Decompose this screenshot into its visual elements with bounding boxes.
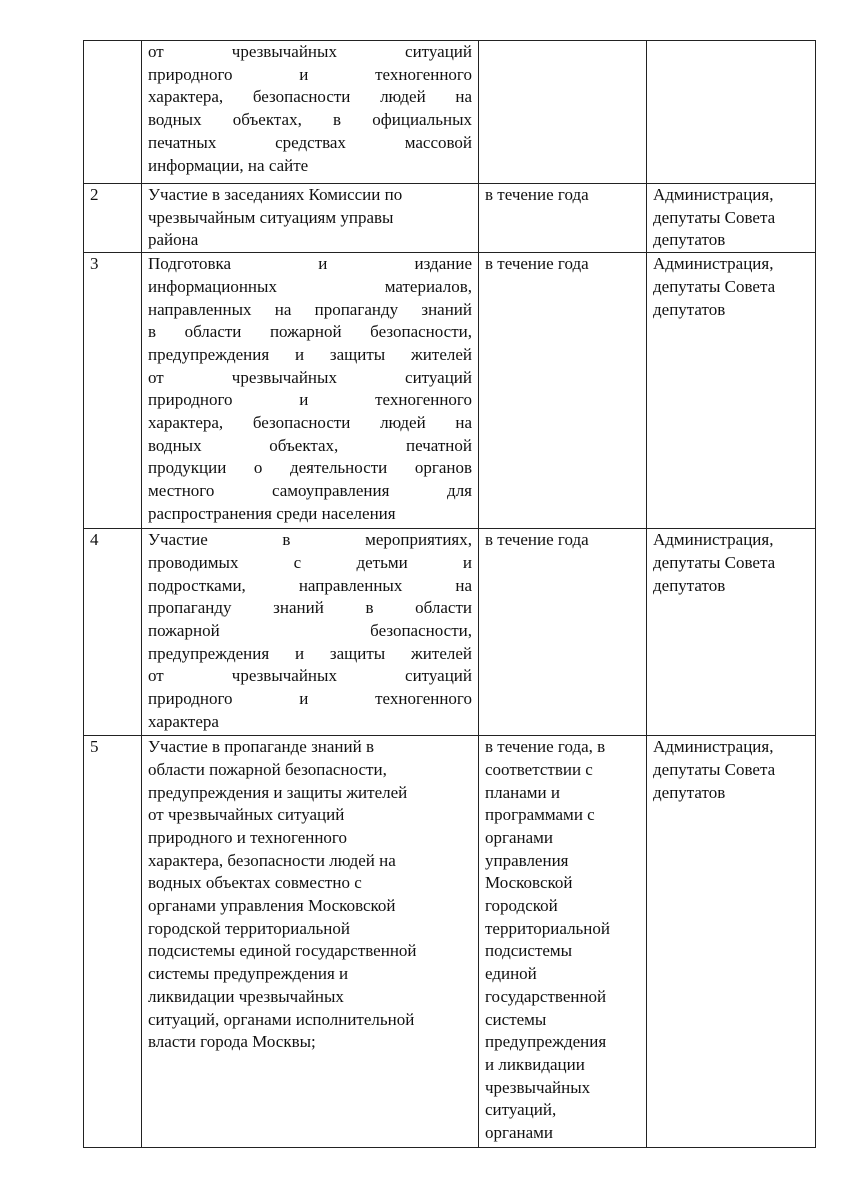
activity-line: характера, безопасности людей на [148, 87, 472, 107]
term-line: органами [485, 827, 554, 847]
activity-cell [142, 253, 479, 529]
term-line: ситуаций, [485, 1100, 557, 1120]
activity-line: системы предупреждения и [148, 964, 349, 984]
responsible-cell [647, 253, 816, 529]
activity-line: Участие в мероприятиях, [148, 530, 472, 550]
responsible-line: Администрация, [653, 254, 774, 274]
row-number: 3 [84, 253, 142, 529]
responsible-line: депутатов [653, 782, 726, 802]
term-line: Московской [485, 873, 573, 893]
term-line: системы [485, 1009, 547, 1029]
activity-line: Участие в пропаганде знаний в [148, 737, 375, 757]
table-row [84, 184, 816, 253]
activity-line: от чрезвычайных ситуаций [148, 42, 472, 61]
responsible-line: депутаты Совета [653, 759, 776, 779]
activity-line: от чрезвычайных ситуаций [148, 666, 472, 686]
activity-line: распространения среди населения [148, 503, 396, 523]
term-line: чрезвычайных [485, 1077, 591, 1097]
activity-line: водных объектах совместно с [148, 873, 362, 893]
activity-line: водных объектах, в официальных [148, 110, 472, 130]
term-line: государственной [485, 986, 607, 1006]
activity-line: природного и техногенного [148, 689, 472, 709]
term-line: в течение года [485, 530, 589, 550]
activity-line: от чрезвычайных ситуаций [148, 805, 345, 825]
responsible-line: депутаты Совета [653, 276, 776, 296]
activity-line: информационных материалов, [148, 276, 472, 296]
responsible-line: депутатов [653, 230, 726, 250]
responsible-cell [647, 736, 816, 1148]
table-row [84, 253, 816, 529]
activity-line: характера [148, 711, 219, 731]
activity-cell [142, 41, 479, 184]
term-cell [479, 184, 647, 253]
row-number: 5 [84, 736, 142, 1148]
row-number [84, 41, 142, 184]
activity-line: подростками, направленных на [148, 575, 472, 595]
responsible-line: депутаты Совета [653, 552, 776, 572]
activity-line: местного самоуправления для [148, 481, 472, 501]
term-line: планами и [485, 782, 560, 802]
activity-line: характера, безопасности людей на [148, 850, 396, 870]
activity-cell [142, 736, 479, 1148]
activity-line: природного и техногенного [148, 827, 347, 847]
activity-line: печатных средствах массовой [148, 132, 472, 152]
term-line: управления [485, 850, 569, 870]
term-line: и ликвидации [485, 1054, 585, 1074]
activity-line: чрезвычайным ситуациям управы [148, 207, 394, 227]
responsible-cell [647, 41, 816, 184]
activity-line: пропаганду знаний в области [148, 598, 472, 618]
term-line: программами с [485, 805, 595, 825]
term-line: подсистемы [485, 941, 573, 961]
activity-line: района [148, 230, 199, 250]
activity-line: органами управления Московской [148, 896, 396, 916]
activity-line: предупреждения и защиты жителей [148, 344, 472, 364]
table-row [84, 736, 816, 1148]
term-line: соответствии с [485, 759, 593, 779]
activity-cell [142, 529, 479, 736]
activity-line: направленных на пропаганду знаний [148, 299, 472, 319]
activity-line: власти города Москвы; [148, 1032, 316, 1052]
row-number: 2 [84, 184, 142, 253]
activity-line: Участие в заседаниях Комиссии по [148, 185, 403, 204]
activity-line: ликвидации чрезвычайных [148, 986, 344, 1006]
responsible-line: депутатов [653, 575, 726, 595]
term-line: территориальной [485, 918, 611, 938]
activity-line: области пожарной безопасности, [148, 759, 387, 779]
activity-line: природного и техногенного [148, 64, 472, 84]
activity-line: городской территориальной [148, 918, 350, 938]
term-line: в течение года [485, 185, 589, 204]
activity-line: информации, на сайте [148, 155, 309, 175]
responsible-line: Администрация, [653, 737, 774, 757]
term-line: в течение года [485, 254, 589, 274]
responsible-line: Администрация, [653, 185, 774, 204]
activity-line: природного и техногенного [148, 390, 472, 410]
responsible-line: депутатов [653, 299, 726, 319]
responsible-line: Администрация, [653, 530, 774, 550]
term-line: единой [485, 964, 537, 984]
activity-line: ситуаций, органами исполнительной [148, 1009, 415, 1029]
activity-line: проводимых с детьми и [148, 552, 472, 572]
activity-line: Подготовка и издание [148, 254, 472, 274]
activity-cell [142, 184, 479, 253]
row-number: 4 [84, 529, 142, 736]
activity-line: характера, безопасности людей на [148, 413, 472, 433]
plan-table [83, 40, 816, 1148]
term-line: городской [485, 896, 558, 916]
responsible-cell [647, 529, 816, 736]
term-cell [479, 529, 647, 736]
table-row [84, 41, 816, 184]
activity-line: пожарной безопасности, [148, 620, 472, 640]
term-line: в течение года, в [485, 737, 606, 757]
term-line: органами [485, 1123, 554, 1143]
term-line: предупреждения [485, 1032, 607, 1052]
activity-line: предупреждения и защиты жителей [148, 782, 408, 802]
term-cell [479, 253, 647, 529]
responsible-line: депутаты Совета [653, 207, 776, 227]
activity-line: продукции о деятельности органов [148, 458, 472, 478]
activity-line: от чрезвычайных ситуаций [148, 367, 472, 387]
activity-line: в области пожарной безопасности, [148, 322, 472, 342]
responsible-cell [647, 184, 816, 253]
term-cell [479, 41, 647, 184]
term-cell [479, 736, 647, 1148]
activity-line: подсистемы единой государственной [148, 941, 417, 961]
activity-line: водных объектах, печатной [148, 435, 472, 455]
table-row [84, 529, 816, 736]
activity-line: предупреждения и защиты жителей [148, 643, 472, 663]
